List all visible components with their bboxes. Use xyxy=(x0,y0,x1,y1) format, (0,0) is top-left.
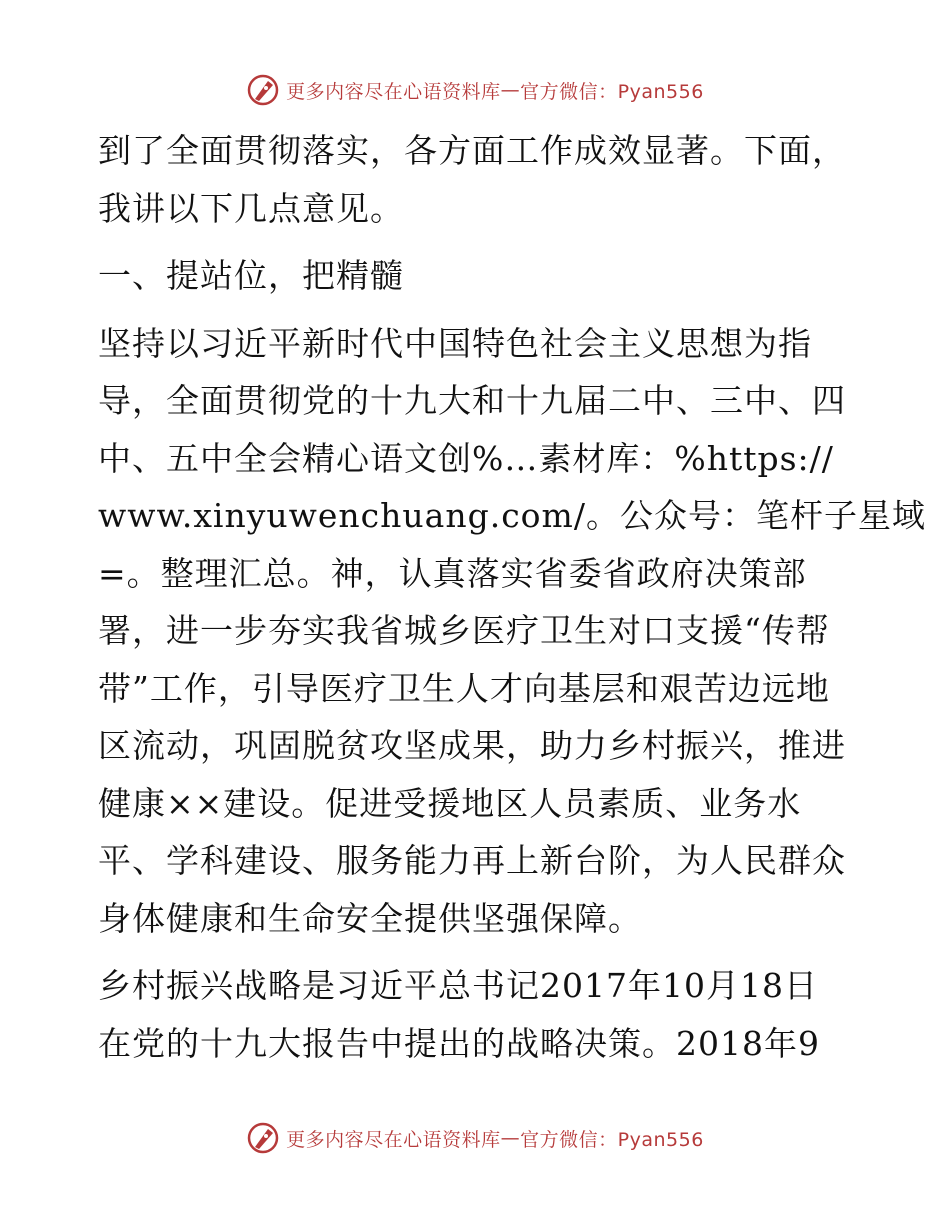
paragraph xyxy=(98,122,858,237)
text-line: 我讲以下几点意见。 xyxy=(98,188,404,228)
text-line: 平、学科建设、服务能力再上新台阶，为人民群众 xyxy=(98,841,846,880)
watermark-separator: — xyxy=(500,1127,521,1149)
header-watermark xyxy=(0,70,950,110)
text-line: 在党的十九大报告中提出的战略决策。2018年9 xyxy=(98,1023,820,1063)
document-body xyxy=(98,122,926,1072)
paragraph xyxy=(98,315,926,948)
pen-nib-logo-icon xyxy=(246,73,280,107)
watermark-brand: 更多内容尽在心语资料库 xyxy=(286,80,501,103)
pen-nib-logo-icon xyxy=(246,1121,280,1155)
text-line: 健康××建设。促进受援地区人员素质、业务水 xyxy=(98,783,802,823)
footer-watermark xyxy=(0,1118,950,1158)
paragraph-gap xyxy=(98,947,858,957)
text-line: 到了全面贯彻落实，各方面工作成效显著。下面， xyxy=(98,131,846,170)
text-line: 乡村振兴战略是习近平总书记2017年10月18日 xyxy=(98,966,818,1005)
text-line: 坚持以习近平新时代中国特色社会主义思想为指 xyxy=(98,323,812,363)
text-line: 一、提站位，把精髓 xyxy=(98,256,404,295)
watermark-brand: 更多内容尽在心语资料库 xyxy=(286,1128,501,1151)
watermark-contact: 官方微信：Pyan556 xyxy=(520,1128,704,1151)
paragraph xyxy=(98,247,858,305)
watermark-separator: — xyxy=(500,79,521,101)
text-line: 区流动，巩固脱贫攻坚成果，助力乡村振兴，推进 xyxy=(98,726,846,765)
paragraph xyxy=(98,957,858,1072)
text-line: www.xinyuwenchuang.com/。公众号：笔杆子星域 xyxy=(98,496,926,535)
watermark-contact: 官方微信：Pyan556 xyxy=(520,80,704,103)
text-line: 身体健康和生命安全提供坚强保障。 xyxy=(98,898,642,938)
text-line: 署，进一步夯实我省城乡医疗卫生对口支援“传帮 xyxy=(98,611,830,650)
text-line: 导，全面贯彻党的十九大和十九届二中、三中、四 xyxy=(98,381,846,420)
text-line: 中、五中全会精心语文创%…素材库：%https:// xyxy=(98,438,834,478)
text-line: =。整理汇总。神，认真落实省委省政府决策部 xyxy=(98,553,807,593)
text-line: 带”工作，引导医疗卫生人才向基层和艰苦边远地 xyxy=(98,668,830,708)
paragraph-gap xyxy=(98,305,858,315)
paragraph-gap xyxy=(98,237,858,247)
